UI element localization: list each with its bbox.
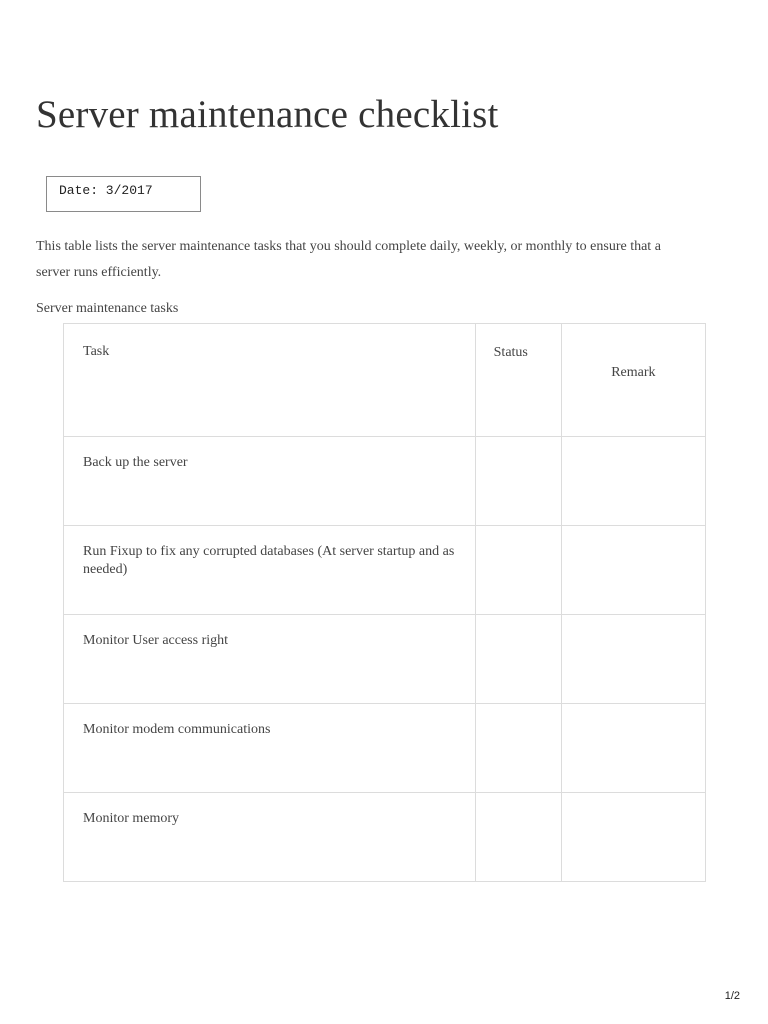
remark-cell[interactable] — [561, 793, 705, 882]
remark-cell[interactable] — [561, 704, 705, 793]
table-header-row — [64, 324, 706, 437]
status-cell[interactable] — [475, 704, 561, 793]
table-row — [64, 704, 706, 793]
task-cell: Back up the server — [64, 437, 476, 526]
task-cell: Monitor User access right — [64, 615, 476, 704]
remark-cell[interactable] — [561, 615, 705, 704]
table-row — [64, 437, 706, 526]
status-cell[interactable] — [475, 793, 561, 882]
maintenance-table — [63, 323, 706, 882]
header-task: Task — [64, 324, 476, 437]
task-cell: Monitor modem communications — [64, 704, 476, 793]
remark-cell[interactable] — [561, 437, 705, 526]
table-caption: Server maintenance tasks — [36, 301, 179, 316]
table-row — [64, 793, 706, 882]
remark-cell[interactable] — [561, 526, 705, 615]
header-remark: Remark — [561, 324, 705, 437]
table-row — [64, 615, 706, 704]
status-cell[interactable] — [475, 615, 561, 704]
task-cell: Monitor memory — [64, 793, 476, 882]
status-cell[interactable] — [475, 526, 561, 615]
task-cell: Run Fixup to fix any corrupted databases (At server startup and as needed) — [64, 526, 476, 615]
page-title: Server maintenance checklist — [36, 93, 499, 136]
header-status: Status — [475, 324, 561, 437]
table-row — [64, 526, 706, 615]
intro-paragraph: This table lists the server maintenance tasks that you should complete daily, weekly, or monthly to ensure that a server runs efficiently. — [36, 239, 661, 280]
date-label: Date: 3/2017 — [59, 183, 153, 198]
status-cell[interactable] — [475, 437, 561, 526]
date-box — [46, 176, 201, 212]
page-number: 1/2 — [724, 990, 740, 1002]
